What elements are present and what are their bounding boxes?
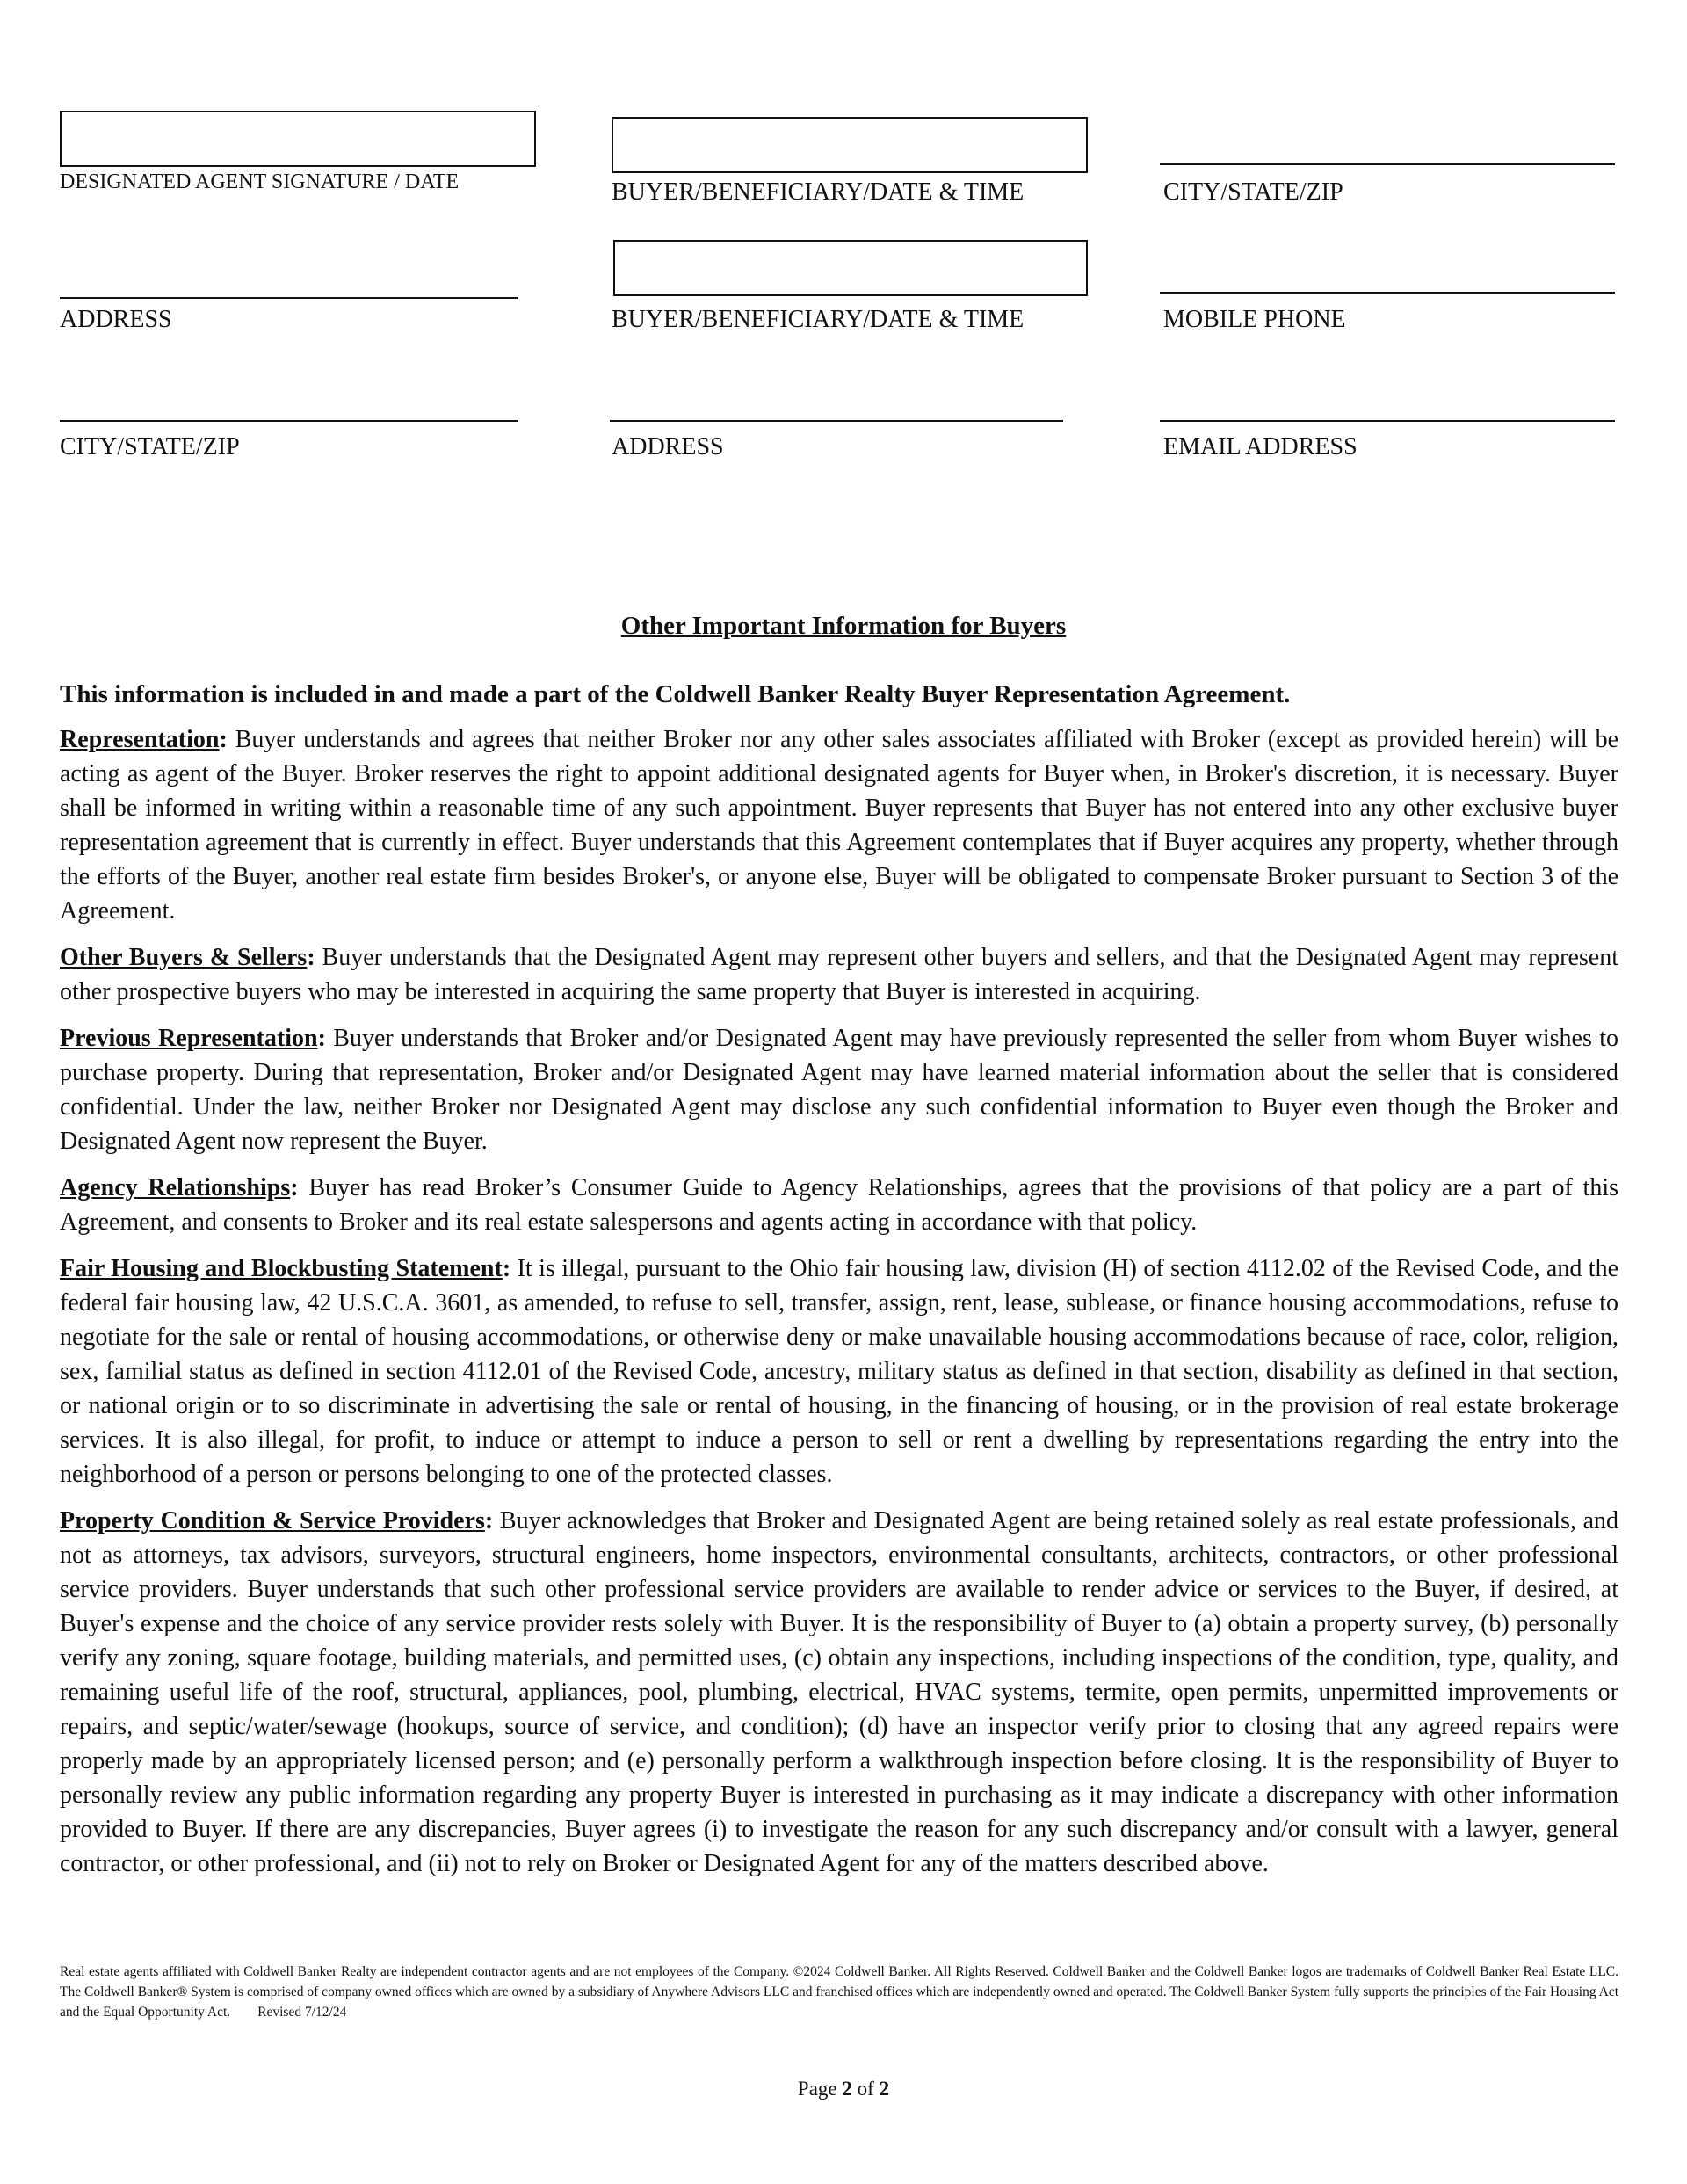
page-prefix: Page (797, 2078, 837, 2100)
email-address-label: EMAIL ADDRESS (1163, 433, 1358, 461)
section-heading: Other Buyers & Sellers (60, 944, 308, 971)
section-agency-relationships: Agency Relationships: Buyer has read Broker’s Consumer Guide to Agency Relationships, agrees that the provisions of that policy are a part of this Agreement, and consents to Broker and its real estate salespersons and agents acting in accordance with that policy. (60, 1174, 1619, 1236)
section-fair-housing: Fair Housing and Blockbusting Statement: It is illegal, pursuant to the Ohio fair housing law, division (H) of section 4112.02 of the Revised Code, and the federal fair housing law, 42 U.S.C.A. 3601, as amended, to refuse to sell, transfer, assign, rent, lease, sublease, or finance housing accommodations, refuse to negotiate for the sale or rental of housing accommodations, or otherwise deny or make unavailable housing accommodations because of race, color, religion, sex, familial status as defined in section 4112.01 of the Revised Code, ancestry, military status as defined in that section, disability as defined in that section, or national origin or to so discriminate in advertising the sale or rental of housing, in the financing of housing, or in the provision of real estate brokerage services. It is also illegal, for profit, to induce or attempt to induce a person to sell or rent a dwelling by representations regarding the entry into the neighborhood of a person or persons belonging to one of the protected classes. (60, 1255, 1619, 1488)
section-title: Other Important Information for Buyers (620, 612, 1067, 640)
section-property-condition: Property Condition & Service Providers: Buyer acknowledges that Broker and Designated Agent are being retained solely as real estate professionals, and not as attorneys, tax advisors, surveyors, structural engineers, home inspectors, environmental consultants, architects, contractors, or other professional service providers. Buyer understands that such other professional service providers are available to render advice or services to the Buyer, if desired, at Buyer's expense and the choice of any service provider rests solely with Buyer. It is the responsibility of Buyer to (a) obtain a property survey, (b) personally verify any zoning, square footage, building materials, and permitted uses, (c) obtain any inspections, including inspections of the condition, type, quality, and remaining useful life of the roof, structural, appliances, pool, plumbing, electrical, HVAC systems, termite, open permits, unpermitted improvements or repairs, and septic/water/sewage (hookups, source of service, and condition); (d) have an inspector verify prior to closing that any agreed repairs were properly made by an appropriately licensed person; and (e) personally perform a walkthrough inspection before closing. It is the responsibility of Buyer to personally review any public information regarding any property Buyer is interested in purchasing as it may indicate a discrepancy with other information provided to Buyer. If there are any discrepancies, Buyer agrees (i) to investigate the reason for any such discrepancy and/or consult with a lawyer, general contractor, or other professional, and (ii) not to rely on Broker or Designated Agent for any of the matters described above. (60, 1507, 1618, 1877)
section-heading: Representation (60, 726, 220, 753)
section-representation: Representation: Buyer understands and agrees that neither Broker nor any other sales associates affiliated with Broker (except as provided herein) will be acting as agent of the Buyer. Broker reserves the right to appoint additional designated agents for Buyer when, in Broker's discretion, it is necessary. Buyer shall be informed in writing within a reasonable time of any such appointment. Buyer represents that Buyer has not entered into any other exclusive buyer representation agreement that is currently in effect. Buyer understands that this Agreement contemplates that if Buyer acquires any property, whether through the efforts of the Buyer, another real estate firm besides Broker's, or anyone else, Buyer will be obligated to compensate Broker pursuant to Section 3 of the Agreement. (60, 726, 1618, 925)
section-heading: Property Condition & Service Providers (60, 1507, 485, 1535)
designated-agent-signature-label: DESIGNATED AGENT SIGNATURE / DATE (60, 171, 460, 193)
mobile-phone-line[interactable] (1160, 292, 1615, 294)
address-2-line[interactable] (610, 420, 1063, 422)
section-other-buyers-sellers: Other Buyers & Sellers: Buyer understands that the Designated Agent may represent other buyers and sellers, and that the Designated Agent may represent other prospective buyers who may be interested in acquiring the same property that Buyer is interested in acquiring. (60, 944, 1618, 1005)
address-1-label: ADDRESS (60, 306, 172, 333)
buyer-beneficiary-1-label: BUYER/BENEFICIARY/DATE & TIME (612, 178, 1025, 206)
page-current: 2 (842, 2078, 852, 2100)
terms-body (60, 722, 1618, 1893)
address-2-label: ADDRESS (612, 433, 724, 461)
city-state-zip-1-line[interactable] (1160, 163, 1615, 165)
section-text: Buyer understands that the Designated Agent may represent other buyers and sellers, and that the Designated Agent may represent other prospective buyers who may be interested in acquiring the same property that Buyer is interested in acquiring. (60, 944, 1618, 1005)
buyer-beneficiary-1-box[interactable] (612, 117, 1088, 173)
email-address-line[interactable] (1160, 420, 1615, 422)
page-total: 2 (879, 2078, 890, 2100)
legal-footer (60, 1962, 1618, 2022)
page-of: of (857, 2078, 874, 2100)
address-1-line[interactable] (60, 297, 518, 299)
intro-statement: This information is included in and made a part of the Coldwell Banker Realty Buyer Representation Agreement. (60, 680, 1291, 708)
page-number (0, 2078, 1687, 2101)
city-state-zip-2-label: CITY/STATE/ZIP (60, 433, 240, 461)
footer-text: Real estate agents affiliated with Coldwell Banker Realty are independent contractor agents and are not employees of the Company. ©2024 Coldwell Banker. All Rights Reserved. Coldwell Banker and the Coldwell Banker logos are trademarks of Coldwell Banker Real Estate LLC. The Coldwell Banker® System is comprised of company owned offices which are owned by a subsidiary of Anywhere Advisors LLC and franchised offices which are independently owned and operated. The Coldwell Banker System fully supports the principles of the Fair Housing Act and the Equal Opportunity Act. (60, 1964, 1618, 2020)
section-text: Buyer understands that Broker and/or Designated Agent may have previously represented the seller from whom Buyer wishes to purchase property. During that representation, Broker and/or Designated Agent may have learned material information about the seller that is considered confidential. Under the law, neither Broker nor Designated Agent may disclose any such confidential information to Buyer even though the Broker and Designated Agent now represent the Buyer. (60, 1025, 1619, 1155)
section-text: Buyer has read Broker’s Consumer Guide to Agency Relationships, agrees that the provisions of that policy are a part of this Agreement, and consents to Broker and its real estate salespersons and agents acting in accordance with that policy. (60, 1174, 1619, 1236)
section-previous-representation: Previous Representation: Buyer understands that Broker and/or Designated Agent may have previously represented the seller from whom Buyer wishes to purchase property. During that representation, Broker and/or Designated Agent may have learned material information about the seller that is considered confidential. Under the law, neither Broker nor Designated Agent may disclose any such confidential information to Buyer even though the Broker and Designated Agent now represent the Buyer. (60, 1025, 1619, 1155)
city-state-zip-2-line[interactable] (60, 420, 518, 422)
buyer-beneficiary-2-label: BUYER/BENEFICIARY/DATE & TIME (612, 306, 1025, 333)
mobile-phone-label: MOBILE PHONE (1163, 306, 1346, 333)
city-state-zip-1-label: CITY/STATE/ZIP (1163, 178, 1343, 206)
section-text: Buyer understands and agrees that neither Broker nor any other sales associates affiliated with Broker (except as provided herein) will be acting as agent of the Buyer. Broker reserves the right to appoint additional designated agents for Buyer when, in Broker's discretion, it is necessary. Buyer shall be informed in writing within a reasonable time of any such appointment. Buyer represents that Buyer has not entered into any other exclusive buyer representation agreement that is currently in effect. Buyer understands that this Agreement contemplates that if Buyer acquires any property, whether through the efforts of the Buyer, another real estate firm besides Broker's, or anyone else, Buyer will be obligated to compensate Broker pursuant to Section 3 of the Agreement. (60, 726, 1618, 925)
section-text: It is illegal, pursuant to the Ohio fair housing law, division (H) of section 4112.02 of the Revised Code, and the federal fair housing law, 42 U.S.C.A. 3601, as amended, to refuse to sell, transfer, assign, rent, lease, sublease, or finance housing accommodations, refuse to negotiate for the sale or rental of housing accommodations, or otherwise deny or make unavailable housing accommodations because of race, color, religion, sex, familial status as defined in section 4112.01 of the Revised Code, ancestry, military status as defined in that section, disability as defined in that section, or national origin or to so discriminate in advertising the sale or rental of housing, in the financing of housing, or in the provision of real estate brokerage services. It is also illegal, for profit, to induce or attempt to induce a person to sell or rent a dwelling by representations regarding the entry into the neighborhood of a person or persons belonging to one of the protected classes. (60, 1255, 1619, 1488)
section-heading: Fair Housing and Blockbusting Statement (60, 1255, 503, 1282)
buyer-beneficiary-2-box[interactable] (613, 240, 1088, 296)
revised-date: Revised 7/12/24 (257, 2005, 347, 2020)
designated-agent-signature-box[interactable] (60, 111, 536, 167)
section-text: Buyer acknowledges that Broker and Designated Agent are being retained solely as real estate professionals, and not as attorneys, tax advisors, surveyors, structural engineers, home inspectors, environmental consultants, architects, contractors, or other professional service providers. Buyer understands that such other professional service providers are available to render advice or services to the Buyer, if desired, at Buyer's expense and the choice of any service provider rests solely with Buyer. It is the responsibility of Buyer to (a) obtain a property survey, (b) personally verify any zoning, square footage, building materials, and permitted uses, (c) obtain any inspections, including inspections of the condition, type, quality, and remaining useful life of the roof, structural, appliances, pool, plumbing, electrical, HVAC systems, termite, open permits, unpermitted improvements or repairs, and septic/water/sewage (hookups, source of service, and condition); (d) have an inspector verify prior to closing that any agreed repairs were properly made by an appropriately licensed person; and (e) personally perform a walkthrough inspection before closing. It is the responsibility of Buyer to personally review any public information regarding any property Buyer is interested in purchasing as it may indicate a discrepancy with other information provided to Buyer. If there are any discrepancies, Buyer agrees (i) to investigate the reason for any such discrepancy and/or consult with a lawyer, general contractor, or other professional, and (ii) not to rely on Broker or Designated Agent for any of the matters described above. (60, 1507, 1618, 1877)
section-heading: Previous Representation (60, 1025, 318, 1052)
section-heading: Agency Relationships (60, 1174, 291, 1201)
